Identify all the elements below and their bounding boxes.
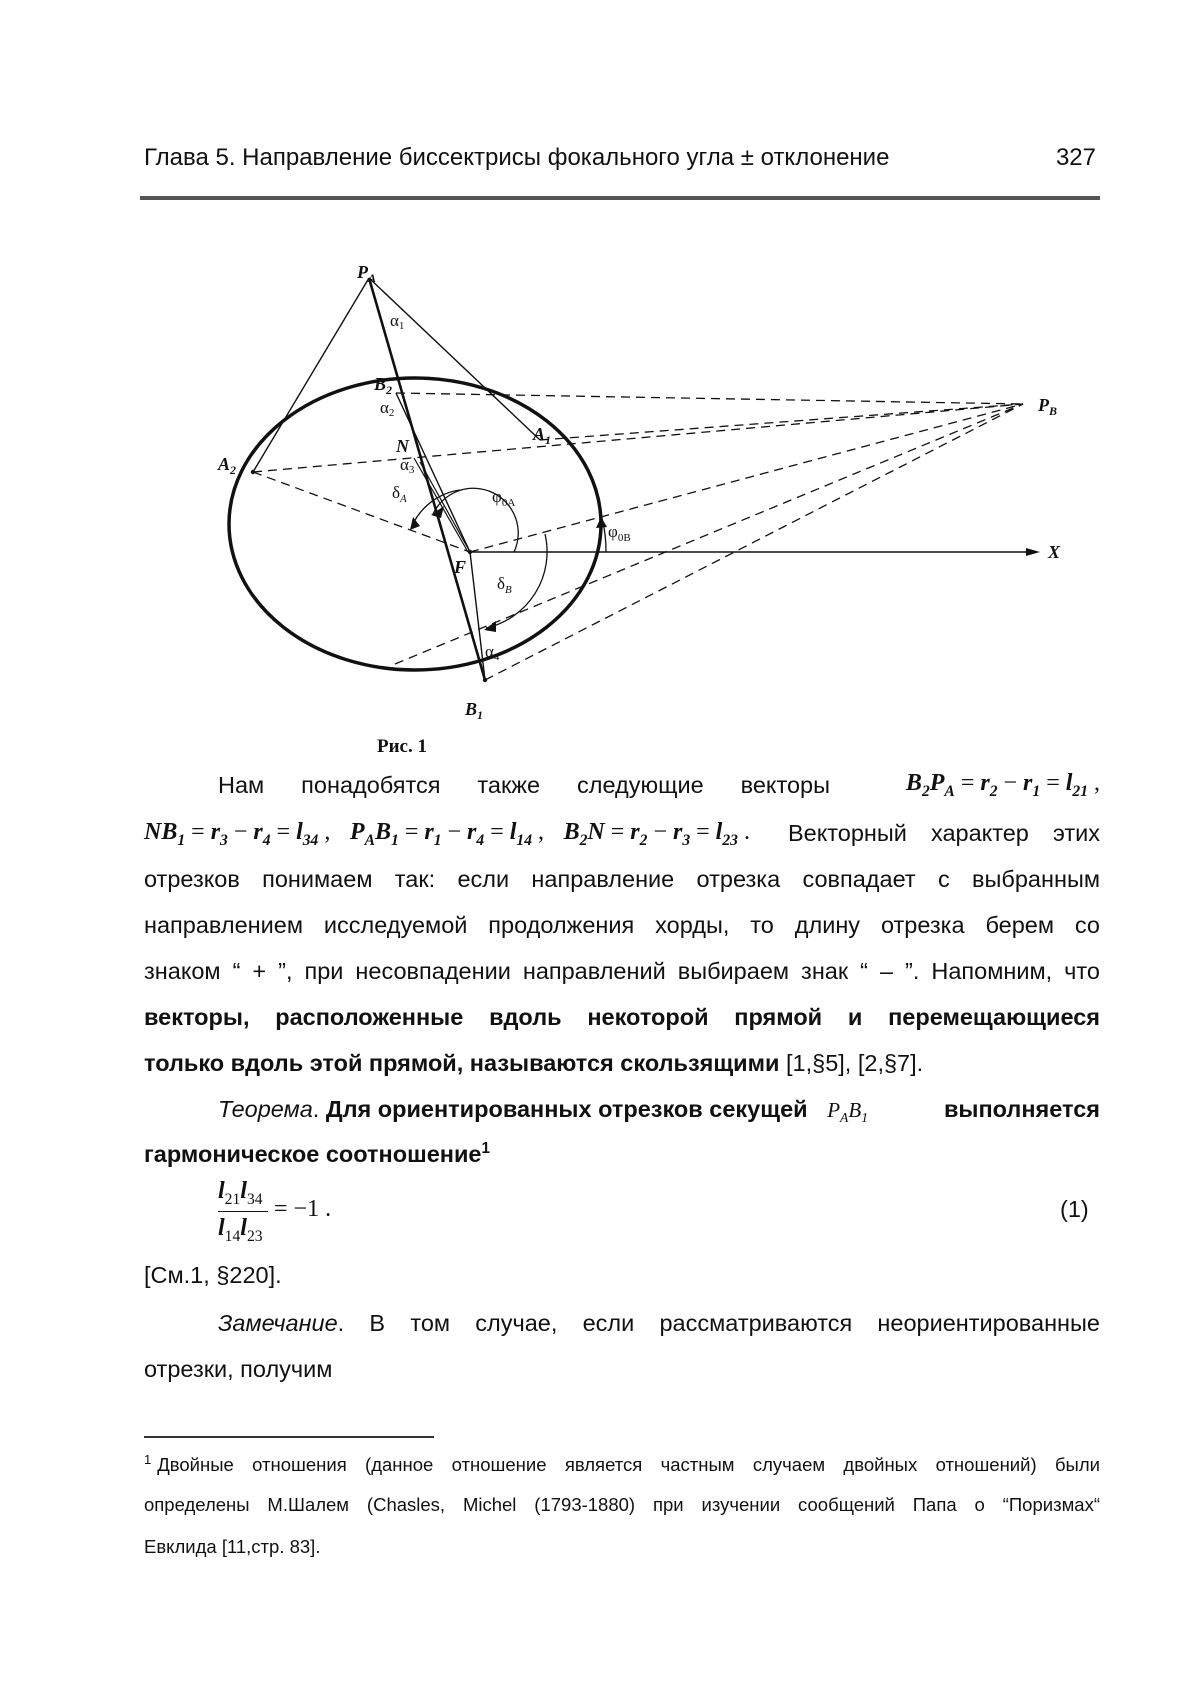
- label-delta-b: $\delta_B$: [497, 574, 512, 596]
- point-f: [468, 550, 472, 554]
- footnote-line-3: Евклида [11,стр. 83].: [144, 1536, 321, 1557]
- label-alpha1: α1: [390, 311, 405, 332]
- label-alpha4: α4: [485, 642, 500, 663]
- arc-phi0b-arrow-icon: [596, 517, 607, 528]
- vectors-intro: Нам понадобятся также следующие векторы: [218, 772, 830, 798]
- equation-number: (1): [1060, 1196, 1089, 1222]
- label-a1: $A_1$: [533, 424, 552, 447]
- paragraph-line-2: [144, 818, 1100, 850]
- label-phi0b: $\varphi_{0B}$: [608, 522, 631, 544]
- vector-pab1: $P_AB_1 = r_1 - r_4 = l_{14}$ ,: [349, 819, 544, 849]
- harmonic-formula: [218, 1178, 268, 1246]
- arc-phi0a-arrow-icon: [431, 506, 444, 518]
- paragraph-line-5: знаком “ + ”, при несовпадении направлений выбираем знак “ – ”. Напомним, что: [144, 958, 1100, 984]
- page-number: 327: [1055, 144, 1096, 171]
- point-b1: [483, 678, 487, 682]
- vector-nb1: $NB_1 = r_3 - r_4 = l_{34}$ ,: [144, 819, 331, 849]
- secant-pa-b1: [369, 278, 485, 680]
- label-b2: $B_2$: [374, 374, 393, 397]
- vector-b2pa: $B_2P_A = r_2 - r_1 = l_{21}$ ,: [905, 770, 1100, 800]
- label-delta-a: $\delta_A$: [392, 483, 407, 505]
- dashed-lines: [253, 393, 1023, 680]
- theorem-label: Теорема: [218, 1096, 313, 1122]
- footnote-line-1: $^1$ Двойные отношения (данное отношение является частным случаем двойных отношений) были: [144, 1452, 1100, 1476]
- point-a2: [251, 470, 255, 474]
- remark-line-2: отрезки, получим: [144, 1356, 333, 1382]
- vector-character-text: Векторный характер этих: [788, 820, 1100, 846]
- label-a2: $A_2$: [218, 454, 237, 477]
- header-rule: [140, 196, 1100, 200]
- label-b1: $B_1$: [465, 699, 484, 722]
- footnote-rule: [144, 1436, 434, 1438]
- theorem-text: Для ориентированных отрезков секущей: [319, 1096, 808, 1122]
- vector-b2n: $B_2N = r_2 - r_3 = l_{23}$ .: [563, 819, 750, 849]
- geometry-figure: [190, 255, 1070, 735]
- label-phi0a: $\varphi_{0A}$: [492, 487, 516, 509]
- formula-rhs: = −1 .: [274, 1196, 332, 1222]
- fraction-bar: [218, 1211, 268, 1213]
- label-n: N: [396, 436, 409, 456]
- running-header: [144, 144, 1104, 172]
- harmonic-line: гармоническое соотношение$^1$: [144, 1140, 490, 1167]
- label-pa: $P_A$: [357, 262, 377, 285]
- reference-line: [См.1, §220].: [144, 1262, 282, 1288]
- paragraph-line-1: [218, 772, 1100, 799]
- chapter-title: Глава 5. Направление биссектрисы фокального угла ± отклонение: [144, 144, 890, 171]
- label-alpha2: α2: [380, 398, 395, 419]
- paragraph-line-4: направлением исследуемой продолжения хорды, то длину отрезка берем со: [144, 912, 1100, 938]
- definition-line-2: только вдоль этой прямой, называются скользящими [1,§5], [2,§7].: [144, 1050, 924, 1076]
- line-pa-a1: [369, 278, 540, 440]
- formula-numerator: $l_{21}l_{34}$: [218, 1178, 263, 1208]
- arc-delta-b: [486, 534, 547, 628]
- definition-line-1: векторы, расположенные вдоль некоторой прямой и перемещающиеся: [144, 1004, 1100, 1030]
- label-x: X: [1048, 542, 1061, 562]
- footnote-line-2: определены М.Шалем (Chasles, Michel (1793-1880) при изучении сообщений Папа о “Поризмах“: [144, 1494, 1100, 1515]
- paragraph-line-3: отрезков понимаем так: если направление отрезка совпадает с выбранным: [144, 866, 1100, 892]
- x-axis-arrow-icon: [1026, 548, 1040, 556]
- formula-denominator: $l_{14}l_{23}$: [218, 1215, 263, 1246]
- remark-line: Замечание. В том случае, если рассматриваются неориентированные: [218, 1310, 1100, 1336]
- theorem-secant: $P_AB_1$: [827, 1098, 869, 1126]
- label-f: F: [454, 557, 467, 577]
- label-pb: $P_B$: [1038, 395, 1058, 418]
- figure-caption: Рис. 1: [377, 736, 427, 757]
- theorem-tail: выполняется: [943, 1096, 1100, 1122]
- theorem-line: Теорема. Для ориентированных отрезков секущей $P_AB_1$ выполняется: [218, 1096, 1100, 1126]
- line-pa-a2: [253, 278, 369, 472]
- label-alpha3: α3: [400, 455, 415, 476]
- remark-label: Замечание: [218, 1310, 338, 1336]
- line-n-f-1: [414, 458, 468, 552]
